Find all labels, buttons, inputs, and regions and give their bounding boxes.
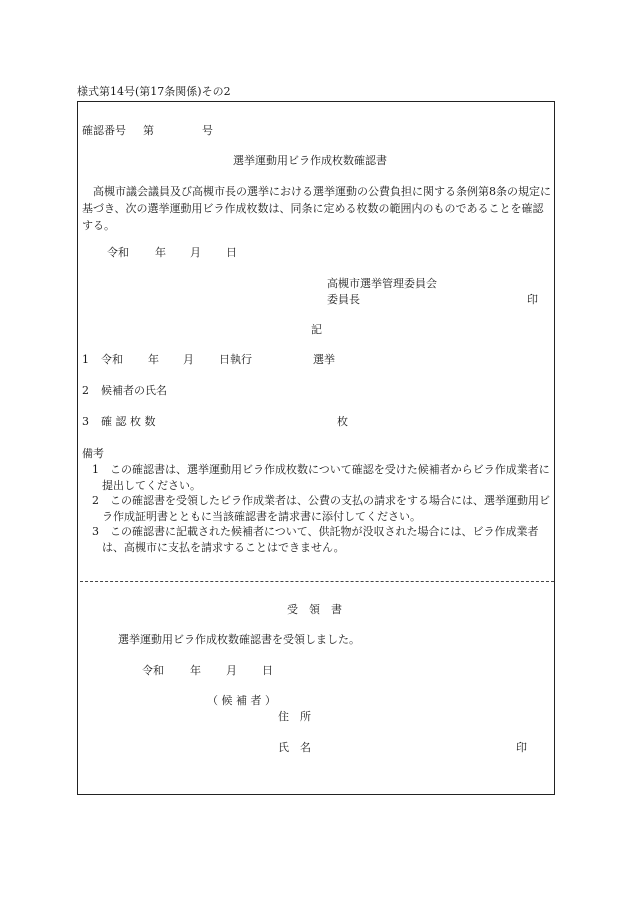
confirm-no-label: 確認番号 <box>82 124 126 137</box>
cut-line <box>80 581 554 582</box>
date-era: 令和 <box>107 246 129 259</box>
notes-heading: 備考 <box>82 447 104 460</box>
confirm-no-go: 号 <box>202 124 213 137</box>
issuer-title: 委員長 <box>327 293 360 306</box>
document-title: 選挙運動用ビラ作成枚数確認書 <box>233 154 387 167</box>
item3-unit: 枚 <box>337 415 348 428</box>
item1-num: 1 <box>82 353 89 366</box>
item2-label: 候補者の氏名 <box>101 384 167 397</box>
receipt-date-month: 月 <box>226 664 237 677</box>
ki-mark: 記 <box>311 323 322 336</box>
date-day: 日 <box>226 246 237 259</box>
receipt-date-day: 日 <box>262 664 273 677</box>
receipt-date-era: 令和 <box>142 664 164 677</box>
receipt-title: 受 領 書 <box>287 603 342 616</box>
receipt-candidate: （ 候 補 者 ） <box>207 694 276 707</box>
item3-label: 確 認 枚 数 <box>101 415 156 428</box>
body-paragraph: 高槻市議会議員及び高槻市長の選挙における選挙運動の公費負担に関する条例第8条の規定に基づき、次の選挙運動用ビラ作成枚数は、同条に定める枚数の範囲内のものであることを確認する。 <box>82 185 551 232</box>
item1-election: 選挙 <box>313 353 335 366</box>
receipt-date-year: 年 <box>190 664 201 677</box>
item3-num: 3 <box>82 415 89 428</box>
item2-num: 2 <box>82 384 89 397</box>
note-2: 2 この確認書を受領したビラ作成業者は、公費の支払の請求をする場合には、選挙運動用ビラ作成証明書とともに当該確認書を請求書に添付してください。 <box>92 494 550 523</box>
item1-day-exec: 日執行 <box>219 353 252 366</box>
receipt-text: 選挙運動用ビラ作成枚数確認書を受領しました。 <box>118 633 360 646</box>
issuer-org: 高槻市選挙管理委員会 <box>327 277 437 290</box>
date-month: 月 <box>190 246 201 259</box>
note-3: 3 この確認書に記載された候補者について、供託物が没収された場合には、ビラ作成業者は、高槻市に支払を請求することはできません。 <box>92 525 539 554</box>
confirm-no-dai: 第 <box>143 124 154 137</box>
item1-era: 令和 <box>101 353 123 366</box>
receipt-address: 住 所 <box>278 710 311 723</box>
item1-month: 月 <box>183 353 194 366</box>
form-number-header: 様式第14号(第17条関係)その2 <box>77 85 231 98</box>
receipt-name: 氏 名 <box>278 741 311 754</box>
issuer-seal: 印 <box>527 293 538 306</box>
receipt-seal: 印 <box>516 741 527 754</box>
item1-year: 年 <box>148 353 159 366</box>
date-year: 年 <box>155 246 166 259</box>
note-1: 1 この確認書は、選挙運動用ビラ作成枚数について確認を受けた候補者からビラ作成業者に提出してください。 <box>92 463 550 492</box>
